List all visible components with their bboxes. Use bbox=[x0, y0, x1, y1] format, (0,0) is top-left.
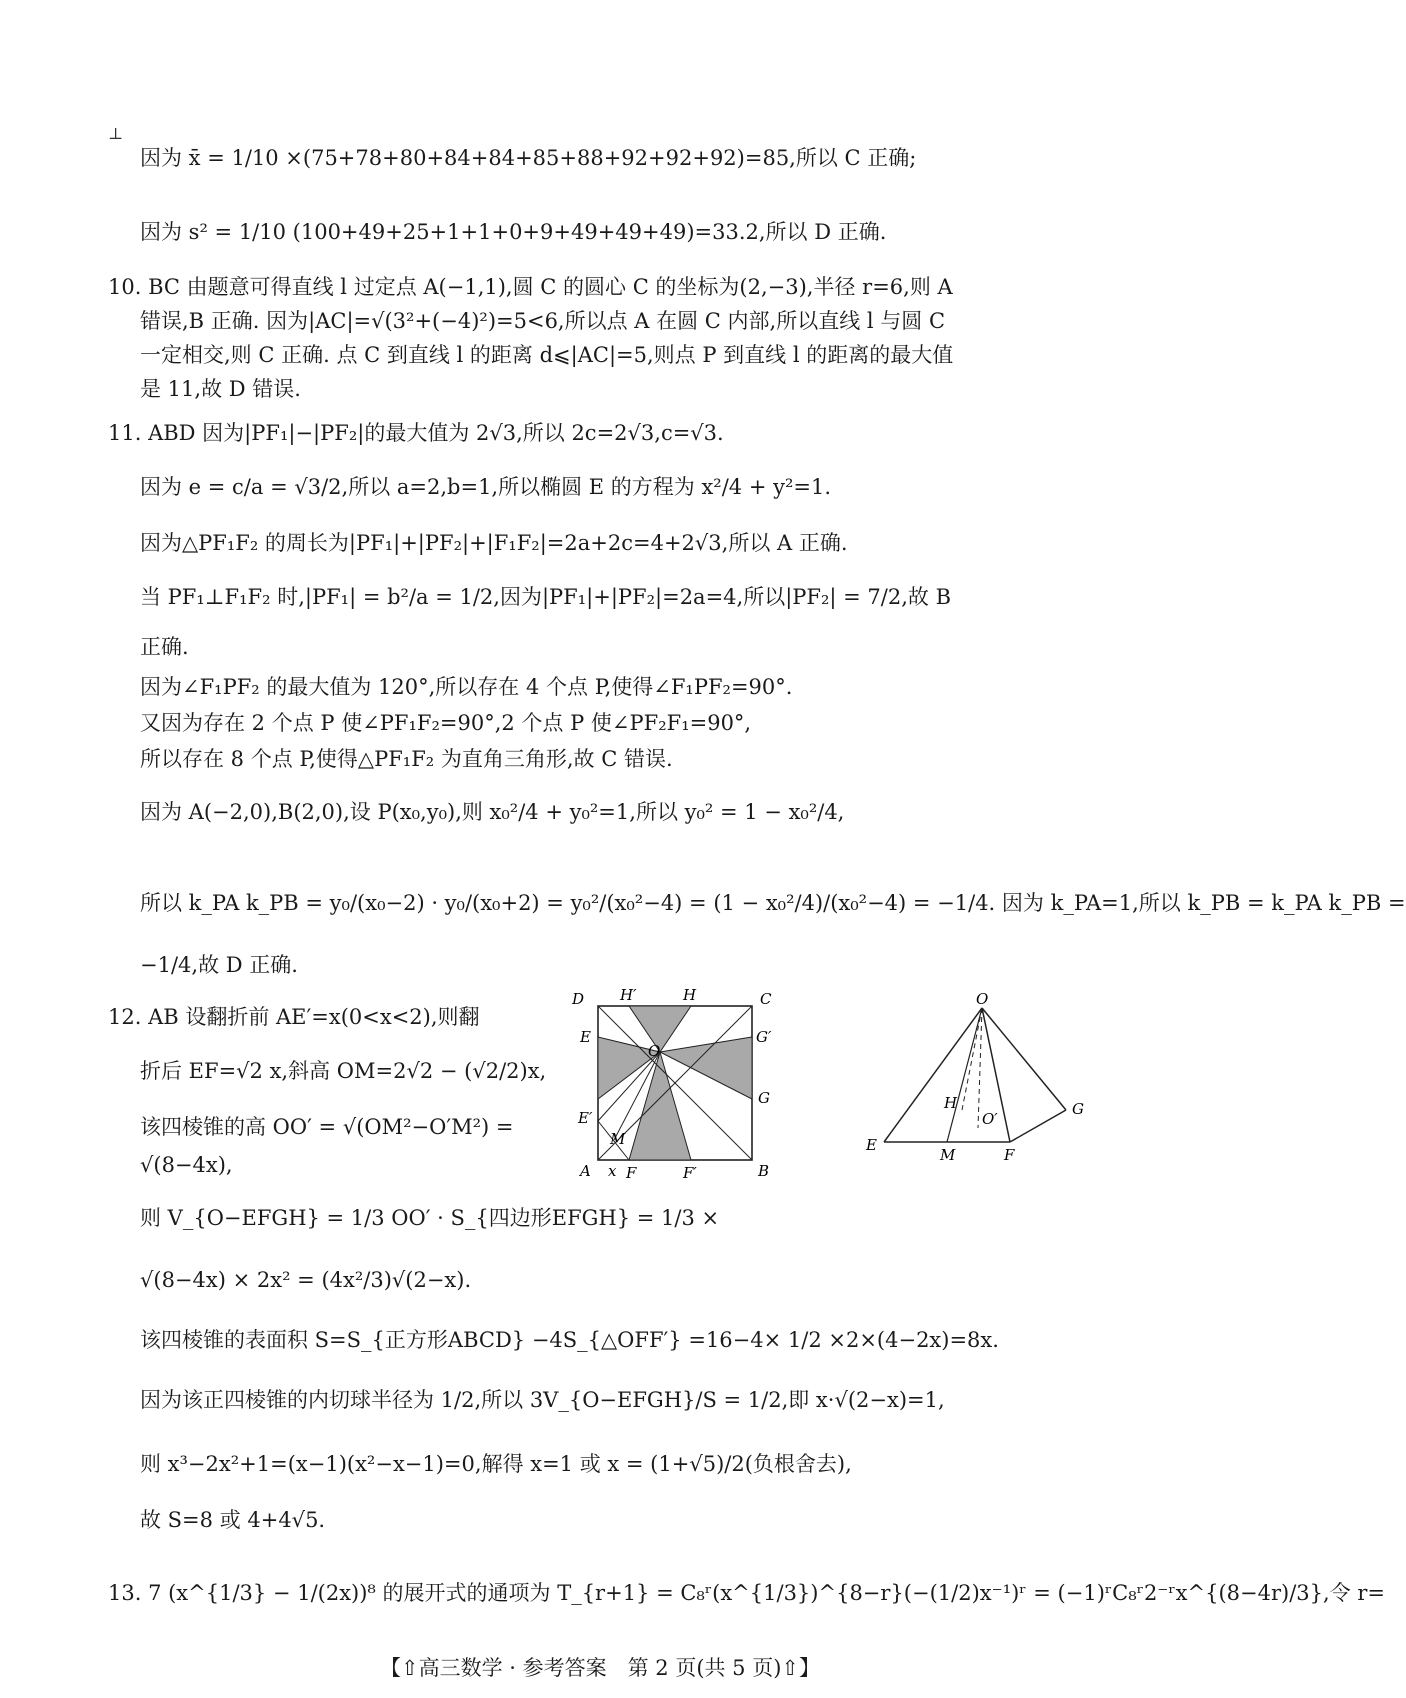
text-line: 该四棱锥的表面积 S=S_{正方形ABCD} −4S_{△OFF′} =16−4× 1/2 ×2×(4−2x)=8x. bbox=[140, 1328, 999, 1352]
label-M: M bbox=[940, 1146, 956, 1164]
label-E-prime: E′ bbox=[578, 1109, 593, 1127]
edge-OE bbox=[884, 1008, 982, 1142]
label-E: E bbox=[866, 1136, 877, 1154]
text-line: √(8−4x) × 2x² = (4x²/3)√(2−x). bbox=[140, 1268, 472, 1292]
label-F-prime: F′ bbox=[683, 1164, 697, 1182]
square-fold-figure bbox=[570, 986, 772, 1190]
edge-OG bbox=[982, 1008, 1066, 1110]
text-line: 13. 7 (x^{1/3} − 1/(2x))⁸ 的展开式的通项为 T_{r+1} = C₈ʳ(x^{1/3})^{8−r}(−(1/2)x⁻¹)ʳ = (−1)ʳC₈ʳ2⁻ʳx^{(8−4r)/3},令 r= bbox=[108, 1581, 1386, 1605]
text-line: 所以存在 8 个点 P,使得△PF₁F₂ 为直角三角形,故 C 错误. bbox=[140, 747, 673, 771]
text-line: 因为△PF₁F₂ 的周长为|PF₁|+|PF₂|+|F₁F₂|=2a+2c=4+2√3,所以 A 正确. bbox=[140, 531, 848, 555]
text-line: 因为 s² = 1/10 (100+49+25+1+1+0+9+49+49+49)=33.2,所以 D 正确. bbox=[140, 220, 887, 244]
label-O-prime: O′ bbox=[982, 1110, 998, 1128]
page-footer: 【⇧高三数学 · 参考答案 第 2 页(共 5 页)⇧】 bbox=[379, 1656, 821, 1680]
label-M: M bbox=[610, 1130, 626, 1148]
label-D: D bbox=[572, 990, 585, 1008]
text-line: 又因为存在 2 个点 P 使∠PF₁F₂=90°,2 个点 P 使∠PF₂F₁=90°, bbox=[140, 711, 752, 735]
label-C: C bbox=[760, 990, 772, 1008]
text-line: 因为 A(−2,0),B(2,0),设 P(x₀,y₀),则 x₀²/4 + y₀²=1,所以 y₀² = 1 − x₀²/4, bbox=[140, 800, 845, 824]
text-line: 因为∠F₁PF₂ 的最大值为 120°,所以存在 4 个点 P,使得∠F₁PF₂=90°. bbox=[140, 675, 793, 699]
edge-FG bbox=[1010, 1110, 1066, 1142]
label-B: B bbox=[758, 1162, 770, 1180]
label-F: F bbox=[626, 1164, 637, 1182]
text-line: 10. BC 由题意可得直线 l 过定点 A(−1,1),圆 C 的圆心 C 的坐标为(2,−3),半径 r=6,则 A bbox=[108, 275, 953, 299]
text-line: 故 S=8 或 4+4√5. bbox=[140, 1508, 326, 1532]
text-line: 因为该正四棱锥的内切球半径为 1/2,所以 3V_{O−EFGH}/S = 1/2,即 x·√(2−x)=1, bbox=[140, 1388, 945, 1412]
text-line: 当 PF₁⊥F₁F₂ 时,|PF₁| = b²/a = 1/2,因为|PF₁|+|PF₂|=2a=4,所以|PF₂| = 7/2,故 B bbox=[140, 585, 952, 609]
label-H: H bbox=[683, 986, 697, 1004]
text-line: 则 x³−2x²+1=(x−1)(x²−x−1)=0,解得 x=1 或 x = (1+√5)/2(负根舍去), bbox=[140, 1452, 852, 1476]
label-F: F bbox=[1004, 1146, 1015, 1164]
text-line: 一定相交,则 C 正确. 点 C 到直线 l 的距离 d⩽|AC|=5,则点 P 到直线 l 的距离的最大值 bbox=[140, 343, 954, 367]
label-G: G bbox=[758, 1089, 770, 1107]
pyramid-figure bbox=[860, 990, 1100, 1170]
text-line: 因为 x̄ = 1/10 ×(75+78+80+84+84+85+88+92+92+92)=85,所以 C 正确; bbox=[140, 146, 917, 170]
label-G-prime: G′ bbox=[756, 1028, 772, 1046]
text-line: 是 11,故 D 错误. bbox=[140, 377, 301, 401]
text-line: 因为 e = c/a = √3/2,所以 a=2,b=1,所以椭圆 E 的方程为 x²/4 + y²=1. bbox=[140, 475, 832, 499]
text-line: 所以 k_PA k_PB = y₀/(x₀−2) · y₀/(x₀+2) = y₀²/(x₀²−4) = (1 − x₀²/4)/(x₀²−4) = −1/4. 因为 k_PA=1,所以 k_PB = k_PA k_PB = bbox=[140, 891, 1406, 915]
label-x: x bbox=[608, 1162, 617, 1180]
shaded-triangle bbox=[660, 1037, 752, 1099]
text-line: 正确. bbox=[140, 635, 189, 659]
label-H: H bbox=[944, 1094, 958, 1112]
text-line: 折后 EF=√2 x,斜高 OM=2√2 − (√2/2)x, bbox=[140, 1059, 547, 1083]
text-line: 11. ABD 因为|PF₁|−|PF₂|的最大值为 2√3,所以 2c=2√3,c=√3. bbox=[108, 421, 724, 445]
text-line: 该四棱锥的高 OO′ = √(OM²−O′M²) = bbox=[140, 1115, 514, 1139]
label-O: O bbox=[648, 1042, 661, 1060]
label-H-prime: H′ bbox=[620, 986, 637, 1004]
edge-OH bbox=[962, 1008, 982, 1110]
corner-mark: ⊥ bbox=[108, 124, 124, 143]
slant-height-OM bbox=[947, 1008, 982, 1142]
label-G: G bbox=[1072, 1100, 1084, 1118]
text-line: √(8−4x), bbox=[140, 1153, 233, 1177]
text-line: 则 V_{O−EFGH} = 1/3 OO′ · S_{四边形EFGH} = 1/3 × bbox=[140, 1206, 720, 1230]
label-E: E bbox=[580, 1028, 591, 1046]
text-line: 12. AB 设翻折前 AE′=x(0<x<2),则翻 bbox=[108, 1005, 480, 1029]
text-line: 错误,B 正确. 因为|AC|=√(3²+(−4)²)=5<6,所以点 A 在圆 C 内部,所以直线 l 与圆 C bbox=[140, 309, 946, 333]
label-O: O bbox=[976, 990, 989, 1008]
text-line: −1/4,故 D 正确. bbox=[140, 953, 298, 977]
label-A: A bbox=[580, 1162, 591, 1180]
